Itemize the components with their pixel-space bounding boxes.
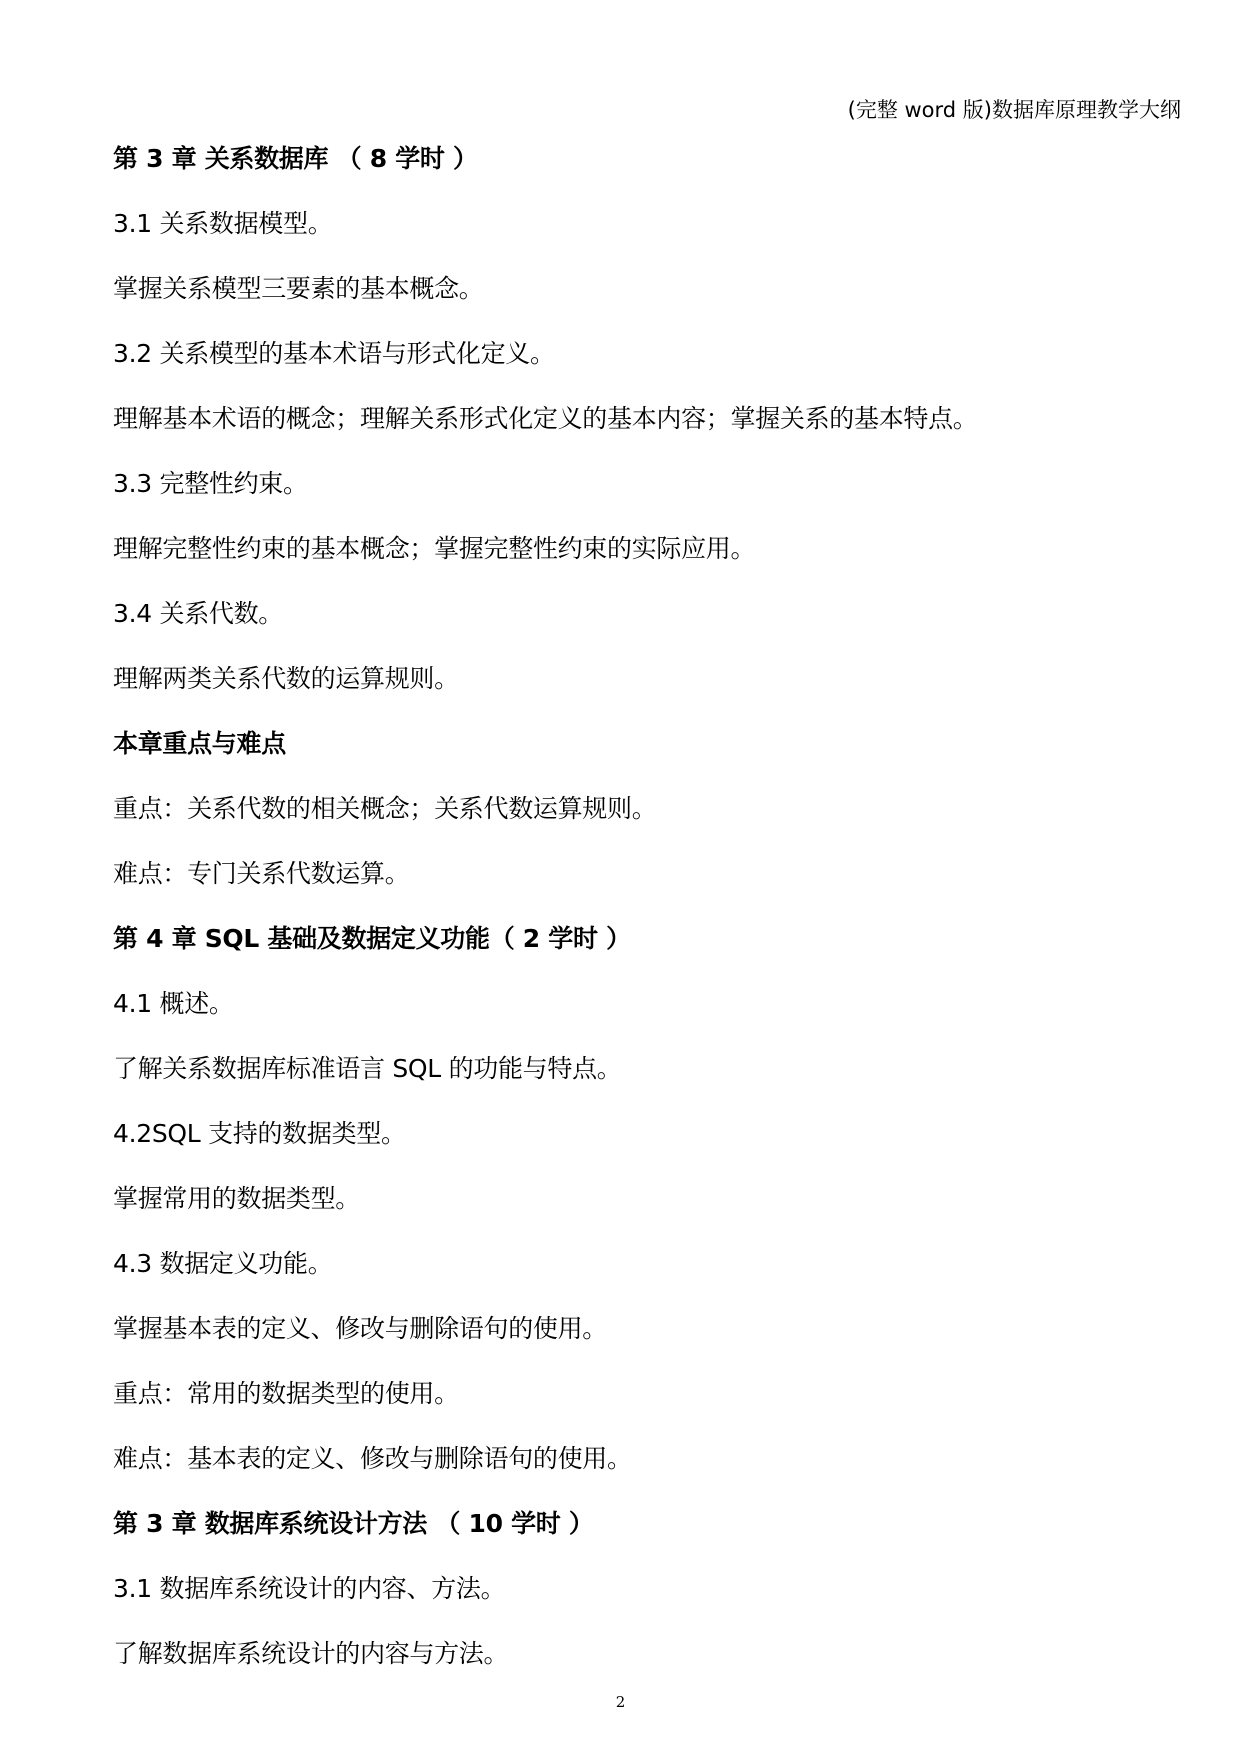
section-title: 4.3 数据定义功能。 [113,1249,333,1278]
section-title: 3.3 完整性约束。 [113,469,308,498]
section-title: 3.1 关系数据模型。 [113,209,333,238]
chapter-heading: 第 3 章 关系数据库 （ 8 学时 ） [113,144,478,173]
key-point: 重点：关系代数的相关概念；关系代数运算规则。 [113,794,657,823]
section-description: 掌握关系模型三要素的基本概念。 [113,274,484,303]
section-title: 4.1 概述。 [113,989,234,1018]
section-description: 理解完整性约束的基本概念；掌握完整性约束的实际应用。 [113,534,756,563]
section-title: 3.2 关系模型的基本术语与形式化定义。 [113,339,555,368]
section-description: 理解基本术语的概念；理解关系形式化定义的基本内容；掌握关系的基本特点。 [113,404,978,433]
section-title: 3.1 数据库系统设计的内容、方法。 [113,1574,506,1603]
subheading: 本章重点与难点 [113,729,286,758]
section-description: 掌握基本表的定义、修改与删除语句的使用。 [113,1314,608,1343]
difficulty-point: 难点：基本表的定义、修改与删除语句的使用。 [113,1444,632,1473]
chapter-heading: 第 3 章 数据库系统设计方法 （ 10 学时 ） [113,1509,594,1538]
section-description: 理解两类关系代数的运算规则。 [113,664,459,693]
section-title: 3.4 关系代数。 [113,599,284,628]
difficulty-point: 难点：专门关系代数运算。 [113,859,410,888]
document-body [113,138,1173,1698]
key-point: 重点：常用的数据类型的使用。 [113,1379,459,1408]
section-description: 了解关系数据库标准语言 SQL 的功能与特点。 [113,1054,622,1083]
chapter-heading: 第 4 章 SQL 基础及数据定义功能（ 2 学时 ） [113,924,631,953]
document-header: (完整 word 版)数据库原理教学大纲 [847,98,1181,122]
page-number: 2 [615,1693,626,1711]
section-description: 掌握常用的数据类型。 [113,1184,361,1213]
section-title: 4.2SQL 支持的数据类型。 [113,1119,406,1148]
section-description: 了解数据库系统设计的内容与方法。 [113,1639,509,1668]
